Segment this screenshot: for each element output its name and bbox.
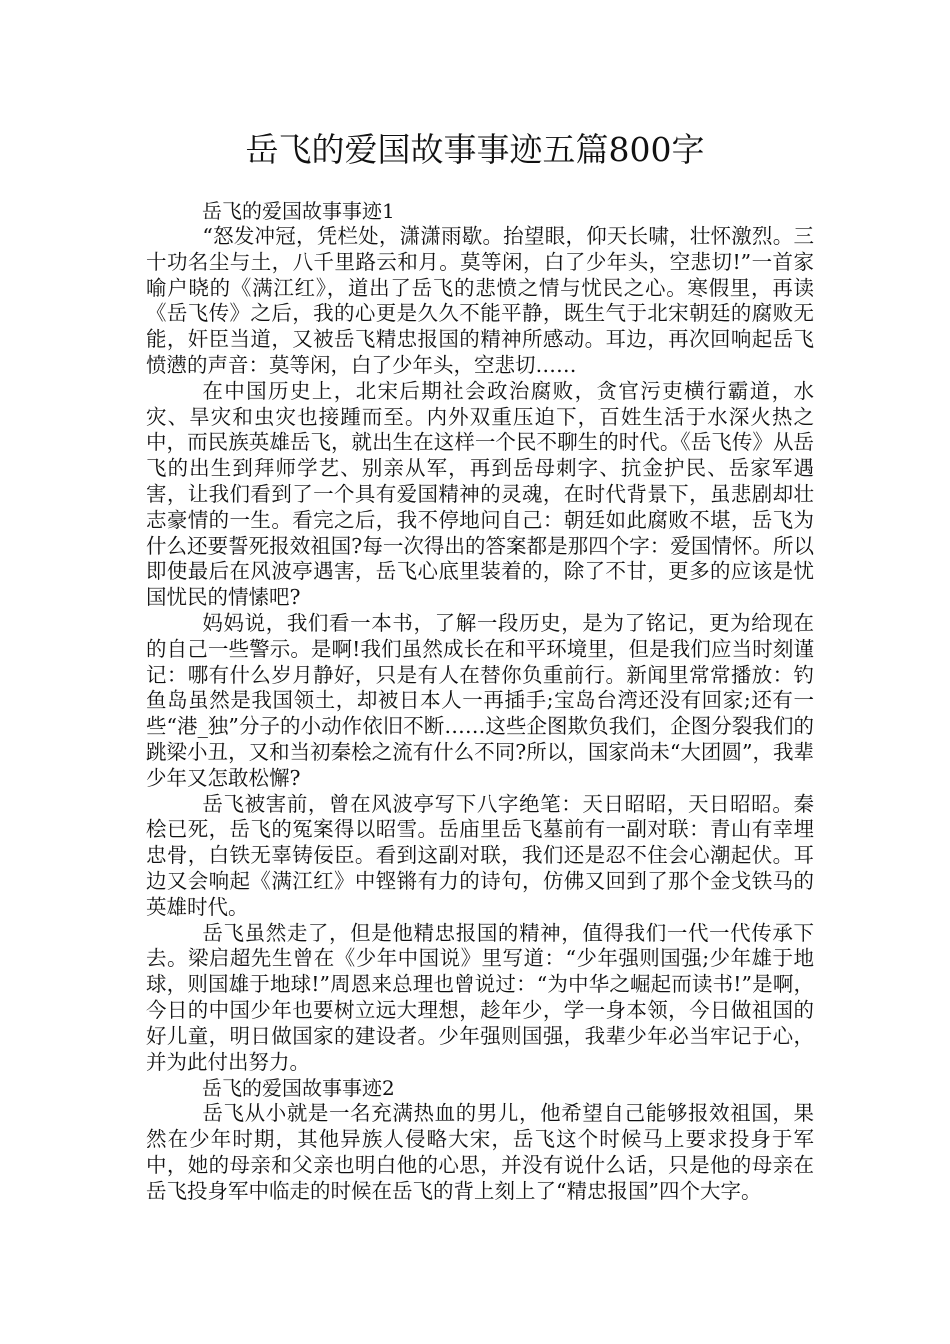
section-heading: 岳飞的爱国故事事迹2 xyxy=(202,1076,395,1101)
paragraph: 岳飞被害前，曾在风波亭写下八字绝笔：天日昭昭，天日昭昭。秦桧已死，岳飞的冤案得以昭雪。岳庙里岳飞墓前有一副对联：青山有幸埋忠骨，白铁无辜铸佞臣。看到这副对联，我们还是忍不住会心潮起伏。耳边又会响起《满江红》中铿锵有力的诗句，仿佛又回到了那个金戈铁马的英雄时代。 xyxy=(146,791,814,919)
paragraph: “怒发冲冠，凭栏处，潇潇雨歇。抬望眼，仰天长啸，壮怀激烈。三十功名尘与土，八千里路云和月。莫等闲，白了少年头，空悲切!”一首家喻户晓的《满江红》，道出了岳飞的悲愤之情与忧民之心。寒假里，再读《岳飞传》之后，我的心更是久久不能平静，既生气于北宋朝廷的腐败无能，奸臣当道，又被岳飞精忠报国的精神所感动。耳边，再次回响起岳飞愤懑的声音：莫等闲，白了少年头，空悲切…… xyxy=(146,224,814,377)
paragraph: 岳飞从小就是一名充满热血的男儿，他希望自己能够报效祖国，果然在少年时期，其他异族人侵略大宋，岳飞这个时候马上要求投身于军中，她的母亲和父亲也明白他的心思，并没有说什么话，只是他的母亲在岳飞投身军中临走的时候在岳飞的背上刻上了“精忠报国”四个大字。 xyxy=(146,1101,814,1203)
paragraph: 妈妈说，我们看一本书，了解一段历史，是为了铭记，更为给现在的自己一些警示。是啊!我们虽然成长在和平环境里，但是我们应当时刻谨记：哪有什么岁月静好，只是有人在替你负重前行。新闻里常常播放：钓鱼岛虽然是我国领土，却被日本人一再插手;宝岛台湾还没有回家;还有一些“港_独”分子的小动作依旧不断……这些企图欺负我们，企图分裂我们的跳梁小丑，又和当初秦桧之流有什么不同?所以，国家尚未“大团圆”，我辈少年又怎敢松懈? xyxy=(146,610,814,790)
document-body xyxy=(146,198,814,1204)
paragraph: 岳飞虽然走了，但是他精忠报国的精神，值得我们一代一代传承下去。梁启超先生曾在《少年中国说》里写道：“少年强则国强;少年雄于地球，则国雄于地球!”周恩来总理也曾说过：“为中华之崛起而读书!”是啊，今日的中国少年也要树立远大理想，趁年少，学一身本领，今日做祖国的好儿童，明日做国家的建设者。少年强则国强，我辈少年必当牢记于心，并为此付出努力。 xyxy=(146,920,814,1074)
document-title: 岳飞的爱国故事事迹五篇800字 xyxy=(245,130,705,169)
paragraph: 在中国历史上，北宋后期社会政治腐败，贪官污吏横行霸道，水灾、旱灾和虫灾也接踵而至。内外双重压迫下，百姓生活于水深火热之中，而民族英雄岳飞，就出生在这样一个民不聊生的时代。《岳飞传》从岳飞的出生到拜师学艺、别亲从军，再到岳母刺字、抗金护民、岳家军遇害，让我们看到了一个具有爱国精神的灵魂，在时代背景下，虽悲剧却壮志豪情的一生。看完之后，我不停地问自己：朝廷如此腐败不堪，岳飞为什么还要誓死报效祖国?每一次得出的答案都是那四个字：爱国情怀。所以即使最后在风波亭遇害，岳飞心底里装着的，除了不甘，更多的应该是忧国忧民的情愫吧? xyxy=(146,378,814,610)
section-heading: 岳飞的爱国故事事迹1 xyxy=(202,199,395,223)
